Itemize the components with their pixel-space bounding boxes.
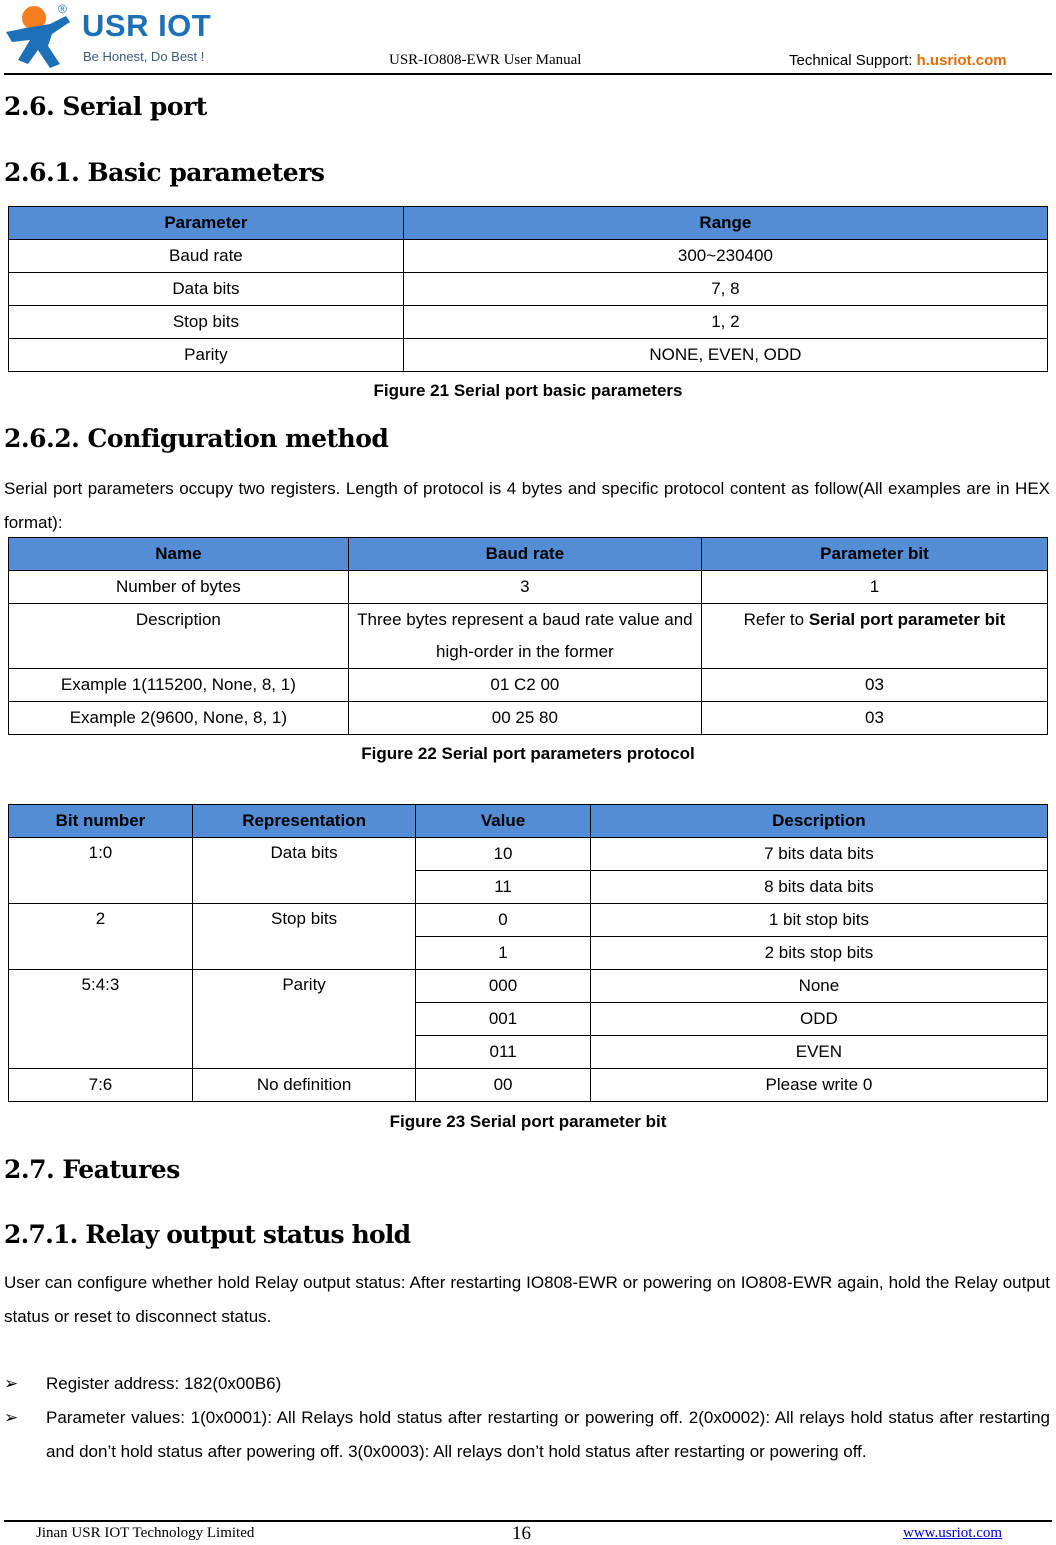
table-cell: 7 bits data bits	[590, 838, 1047, 871]
page-number: 16	[512, 1523, 531, 1544]
table-cell: 8 bits data bits	[590, 871, 1047, 904]
table-cell: Stop bits	[192, 904, 415, 970]
arrow-bullet-icon: ➢	[4, 1408, 19, 1427]
table-cell: Baud rate	[9, 240, 404, 273]
table-row	[9, 970, 1048, 1003]
table-cell: 000	[416, 970, 591, 1003]
table-cell: 5:4:3	[9, 970, 193, 1069]
protocol-table	[8, 537, 1048, 735]
section-heading-2-6-2: 2.6.2. Configuration method	[4, 424, 389, 453]
table-row	[9, 669, 1048, 702]
table-cell: 00 25 80	[348, 702, 701, 735]
column-header: Parameter	[9, 207, 404, 240]
list-item-text: Parameter values: 1(0x0001): All Relays hold status after restarting or powering off. 2(0x0002): All relays hold status after restarting and don’t hold status after powering off. 3(0x0003): All relays don’t hold status after restarting or powering off.	[46, 1408, 1050, 1461]
table-cell	[702, 604, 1048, 669]
section-heading-2-7: 2.7. Features	[4, 1155, 180, 1184]
footer-divider	[4, 1520, 1052, 1522]
table-cell: 1	[416, 937, 591, 970]
support-label: Technical Support:	[789, 52, 917, 69]
usr-iot-logo	[4, 2, 234, 70]
table-cell: No definition	[192, 1069, 415, 1102]
table-cell: Number of bytes	[9, 571, 349, 604]
table-cell: 2 bits stop bits	[590, 937, 1047, 970]
document-title: USR-IO808-EWR User Manual	[389, 52, 582, 68]
arrow-bullet-icon: ➢	[4, 1374, 19, 1393]
column-header: Parameter bit	[702, 538, 1048, 571]
column-header: Description	[590, 805, 1047, 838]
table-row	[9, 571, 1048, 604]
table-row	[9, 339, 1048, 372]
logo-slogan: Be Honest, Do Best !	[83, 49, 205, 64]
figure-caption: Figure 21 Serial port basic parameters	[373, 381, 683, 400]
table-cell: Three bytes represent a baud rate value and high-order in the former	[348, 604, 701, 669]
relay-paragraph: User can configure whether hold Relay output status: After restarting IO808-EWR or powering on IO808-EWR again, hold the Relay output status or reset to disconnect status.	[4, 1273, 1050, 1326]
table-cell: 1	[702, 571, 1048, 604]
section-heading-2-6-1: 2.6.1. Basic parameters	[4, 158, 325, 187]
table-row	[9, 604, 1048, 669]
table-cell: 0	[416, 904, 591, 937]
basic-parameters-table	[8, 206, 1048, 372]
parameter-bit-table	[8, 804, 1048, 1102]
column-header: Value	[416, 805, 591, 838]
column-header: Range	[403, 207, 1047, 240]
table-cell: 7, 8	[403, 273, 1047, 306]
table-row	[9, 904, 1048, 937]
table-row	[9, 240, 1048, 273]
column-header: Bit number	[9, 805, 193, 838]
section-heading-2-6: 2.6. Serial port	[4, 92, 207, 121]
table-cell: 03	[702, 669, 1048, 702]
table-cell: 3	[348, 571, 701, 604]
table-cell: 300~230400	[403, 240, 1047, 273]
footer-company: Jinan USR IOT Technology Limited	[36, 1525, 255, 1541]
table-row	[9, 273, 1048, 306]
table-cell: Example 2(9600, None, 8, 1)	[9, 702, 349, 735]
cross-reference: Serial port parameter bit	[808, 610, 1006, 629]
table-row	[9, 702, 1048, 735]
table-row	[9, 306, 1048, 339]
table-cell: 01 C2 00	[348, 669, 701, 702]
table-cell: Data bits	[9, 273, 404, 306]
table-cell: 1 bit stop bits	[590, 904, 1047, 937]
technical-support	[789, 52, 1007, 69]
table-cell: Description	[9, 604, 349, 669]
table-cell: 11	[416, 871, 591, 904]
table-row	[9, 838, 1048, 871]
table-row	[9, 1069, 1048, 1102]
figure-caption: Figure 23 Serial port parameter bit	[389, 1112, 667, 1131]
cell-text: Refer to	[743, 610, 809, 629]
table-cell: 10	[416, 838, 591, 871]
table-header-row	[9, 805, 1048, 838]
support-link[interactable]: h.usriot.com	[916, 52, 1007, 69]
table-cell: Stop bits	[9, 306, 404, 339]
column-header: Representation	[192, 805, 415, 838]
table-cell: EVEN	[590, 1036, 1047, 1069]
table-cell: ODD	[590, 1003, 1047, 1036]
footer-website-link[interactable]: www.usriot.com	[903, 1525, 1003, 1541]
table-cell: 00	[416, 1069, 591, 1102]
figure-caption: Figure 22 Serial port parameters protocol	[361, 744, 695, 763]
table-cell: 2	[9, 904, 193, 970]
table-cell: 1, 2	[403, 306, 1047, 339]
config-paragraph: Serial port parameters occupy two registers. Length of protocol is 4 bytes and specific protocol content as follow(All examples are in HEX format):	[4, 479, 1050, 532]
table-cell: Parity	[9, 339, 404, 372]
table-cell: 03	[702, 702, 1048, 735]
column-header: Name	[9, 538, 349, 571]
logo-text: USR IOT	[82, 8, 212, 43]
table-cell: 011	[416, 1036, 591, 1069]
table-cell: NONE, EVEN, ODD	[403, 339, 1047, 372]
table-cell: Example 1(115200, None, 8, 1)	[9, 669, 349, 702]
column-header: Baud rate	[348, 538, 701, 571]
table-cell: Please write 0	[590, 1069, 1047, 1102]
table-cell: Parity	[192, 970, 415, 1069]
table-cell: 1:0	[9, 838, 193, 904]
table-cell: 7:6	[9, 1069, 193, 1102]
table-cell: None	[590, 970, 1047, 1003]
section-heading-2-7-1: 2.7.1. Relay output status hold	[4, 1220, 411, 1249]
table-header-row	[9, 538, 1048, 571]
header-divider	[4, 73, 1052, 75]
registered-mark: ®	[58, 2, 67, 16]
list-item-text: Register address: 182(0x00B6)	[46, 1374, 282, 1393]
table-header-row	[9, 207, 1048, 240]
table-cell: 001	[416, 1003, 591, 1036]
table-cell: Data bits	[192, 838, 415, 904]
